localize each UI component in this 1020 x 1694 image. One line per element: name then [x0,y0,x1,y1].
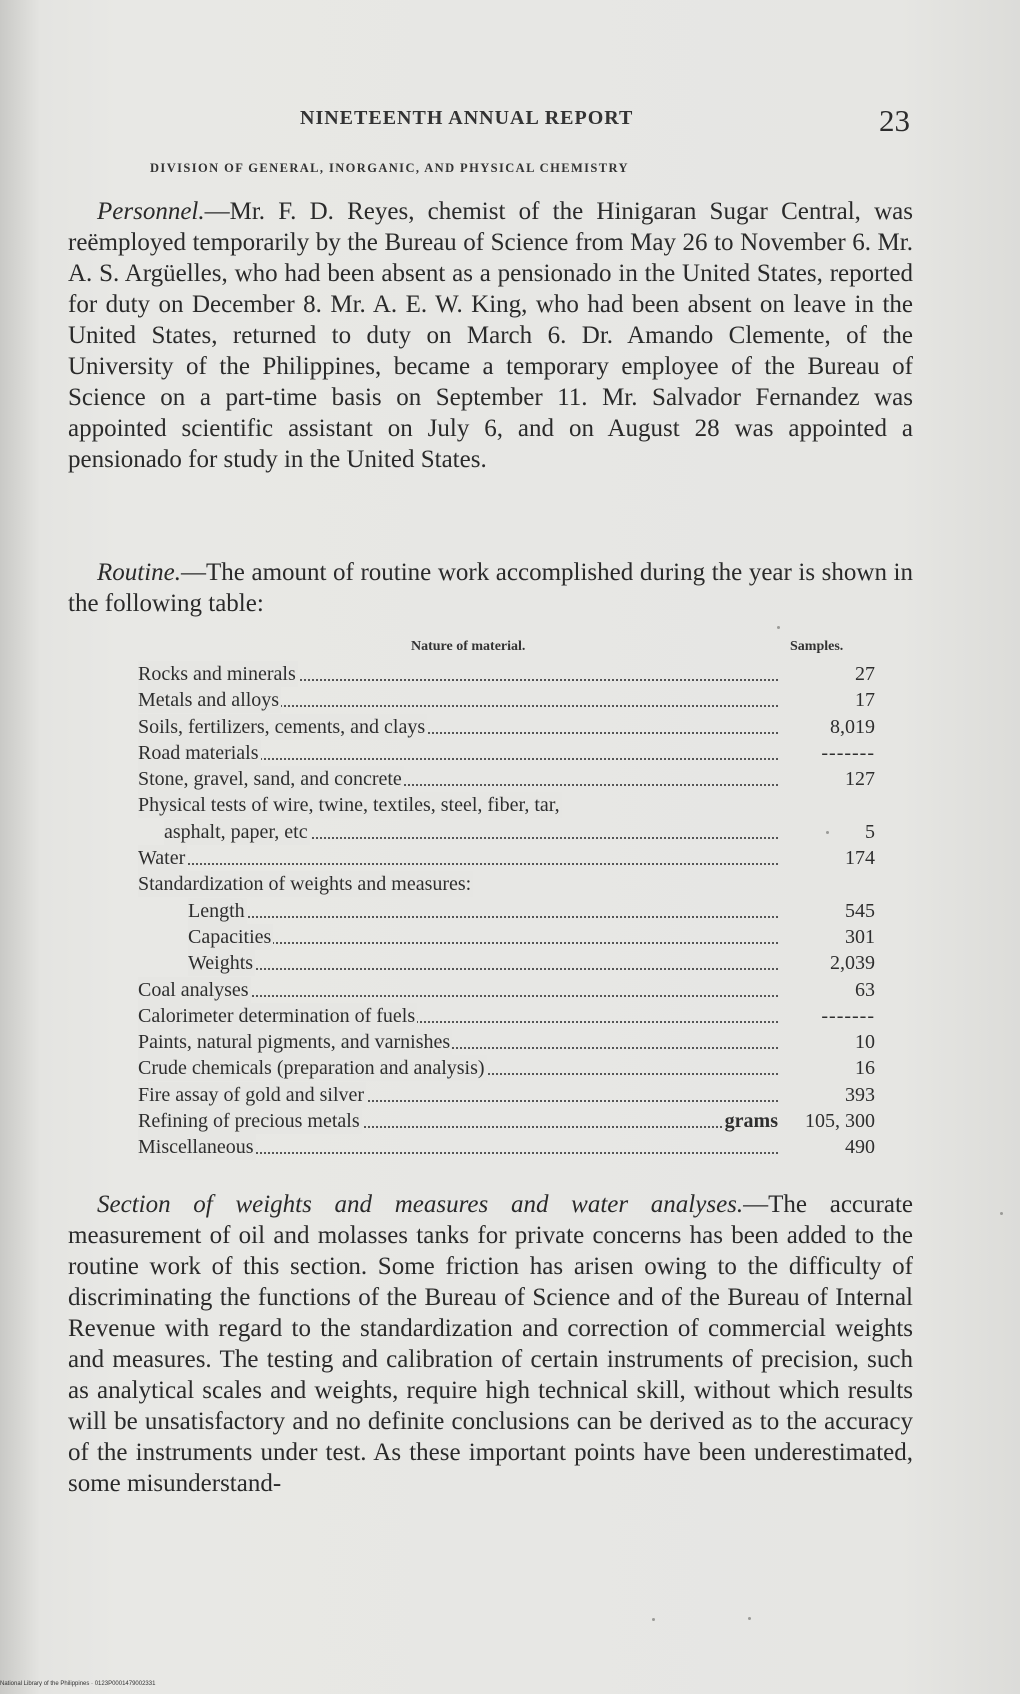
table-row [138,819,878,845]
row-label: Miscellaneous [138,1136,254,1159]
row-samples-value: 17 [855,689,875,712]
table-row [138,687,878,713]
leader-dots [192,942,778,944]
row-samples-value: 27 [855,663,875,685]
scan-speck [826,831,829,834]
row-samples-value: 301 [845,925,875,948]
section-text: —The accurate measurement of oil and molasses tanks for private concerns has been added to the routine work of this section. Some friction has arisen owing to the difficulty of discriminating the functions of the Bureau of Science and of the Bureau of Internal Revenue with regard to the standardization and correction of commercial weights and measures. The testing and calibration of certain instruments of precision, such as analytical scales and weights, require high technical skill, without which results will be unsatisfactory and no definite conclusions can be derived as to the accuracy of the instruments under test. As these important points have been underestimated, some misunderstand- [68,1191,913,1497]
row-samples-value: 8,019 [830,715,875,738]
row-label: Soils, fertilizers, cements, and clays [138,715,426,738]
table-row [138,1082,878,1108]
table-row [138,845,878,871]
row-label: Road materials [138,741,259,764]
section-lead: Section of weights and measures and water analyses. [97,1191,744,1218]
row-samples-value: 127 [845,768,875,791]
column-header-nature: Nature of material. [411,639,526,654]
routine-table [138,639,878,1161]
leader-dots [144,863,778,865]
page-number: 23 [879,103,910,138]
row-samples-value: 10 [855,1031,875,1054]
personnel-paragraph [68,196,913,475]
table-row [138,1055,878,1081]
routine-paragraph [68,557,913,619]
row-samples-value: ------- [821,1004,875,1027]
table-row [138,1134,878,1160]
table-row [138,661,878,687]
row-samples-value: 174 [845,847,875,870]
division-heading: DIVISION OF GENERAL, INORGANIC, AND PHYSICAL CHEMISTRY [150,161,629,175]
leader-dots [192,916,778,918]
running-head: NINETEENTH ANNUAL REPORT [300,107,634,129]
page-header [0,103,1020,139]
table-row [138,924,878,950]
table-row [138,898,878,924]
row-label: Coal analyses [138,978,249,1001]
table-row [138,950,878,976]
column-header-samples: Samples. [790,639,844,654]
row-samples-value: 5 [865,820,875,843]
table-row [138,1003,878,1029]
row-label: Physical tests of wire, twine, textiles, steel, fiber, tar, [138,794,560,817]
row-unit: grams [724,1110,778,1133]
table-row [138,766,878,792]
scan-speck [652,1618,655,1621]
row-label: Capacities [188,925,272,948]
row-label: Weights [188,952,254,975]
section-paragraph [68,1189,913,1499]
row-label: asphalt, paper, etc [164,820,308,843]
row-label: Stone, gravel, sand, and concrete [138,768,402,791]
row-label: Length [188,899,245,922]
row-label: Crude chemicals (preparation and analysis) [138,1057,485,1080]
row-label: Water [138,847,186,870]
table-row [138,792,878,818]
row-label: Standardization of weights and measures: [138,873,472,896]
personnel-text: —Mr. F. D. Reyes, chemist of the Hinigaran Sugar Central, was reëmployed temporarily by the Bureau of Science from May 26 to November 6. Mr. A. S. Argüelles, who had been absent as a pensionado in the United States, reported for duty on December 8. Mr. A. E. W. King, who had been absent on leave in the United States, returned to duty on March 6. Dr. Amando Clemente, of the University of the Philippines, became a temporary employee of the Bureau of Science on a part-time basis on September 11. Mr. Salvador Fernandez was appointed scientific assistant on July 6, and on August 28 was appointed a pensionado for study in the United States. [68,198,913,473]
scan-footer: National Library of the Philippines · 0123P0001479002331 [0,1681,156,1687]
routine-text: —The amount of routine work accomplished during the year is shown in the following table: [68,559,913,617]
table-row [138,1029,878,1055]
table-row [138,977,878,1003]
scan-speck [748,1617,751,1620]
row-label: Paints, natural pigments, and varnishes [138,1031,451,1054]
table-row [138,740,878,766]
routine-lead: Routine. [97,559,182,586]
row-label: Rocks and minerals [138,663,296,685]
row-samples-value: 545 [845,899,875,922]
row-samples-value: ------- [821,741,875,764]
row-samples-value: 16 [855,1057,875,1080]
table-header [138,639,878,661]
leader-dots [192,968,778,970]
table-row [138,871,878,897]
row-samples-value: 490 [845,1136,875,1159]
row-samples-value: 393 [845,1083,875,1106]
row-samples-value: 105, 300 [805,1110,875,1133]
row-samples-value: 2,039 [830,952,875,975]
row-label: Calorimeter determination of fuels [138,1004,416,1027]
table-row [138,714,878,740]
table-body [138,661,878,1161]
row-label: Metals and alloys [138,689,280,712]
scan-speck [777,626,780,629]
row-samples-value: 63 [855,978,875,1001]
personnel-lead: Personnel. [97,198,205,225]
row-label: Fire assay of gold and silver [138,1083,365,1106]
row-label: Refining of precious metals [138,1110,360,1133]
scan-speck [1000,1212,1003,1215]
table-row [138,1108,878,1134]
